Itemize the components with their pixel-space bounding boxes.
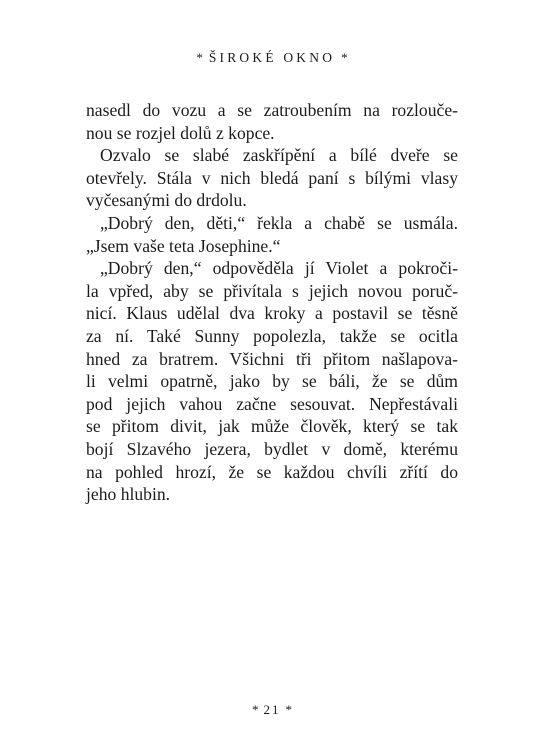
text-line: nicí. Klaus udělal dva kroky a postavil se těsně [86,303,458,324]
asterisk-ornament-icon: * [285,702,292,717]
running-head-title: ŠIROKÉ OKNO [208,50,336,65]
running-head [0,50,544,66]
page-number: 21 [263,702,281,717]
text-line: jeho hlubin. [86,484,171,505]
text-line: nou se rozjel dolů z kopce. [86,122,275,143]
text-line: hned za bratrem. Všichni tři přitom našlapova- [86,348,458,369]
text-line: na pohled hrozí, že se každou chvíli zřítí do [86,461,458,482]
text-line: se přitom divit, jak může člověk, který se tak [86,416,458,437]
text-line: bojí Slzavého jezera, bydlet v domě, kterému [86,438,458,459]
text-line: vyčesanými do drdolu. [86,190,247,211]
asterisk-ornament-icon: * [341,50,348,65]
text-line: pod jejich vahou začne sesouvat. Nepřestávali [86,393,458,414]
body-text [86,99,458,506]
text-line: „Jsem vaše teta Josephine.“ [86,235,281,256]
page-folio [0,702,544,718]
text-line: Ozvalo se slabé zaskřípění a bílé dveře se [100,145,458,166]
asterisk-ornament-icon: * [196,50,203,65]
text-line: „Dobrý den, děti,“ řekla a chabě se usmála. [100,212,458,233]
text-line: otevřely. Stála v nich bledá paní s bílými vlasy [86,167,458,188]
text-line: za ní. Také Sunny popolezla, takže se ocitla [86,325,458,346]
asterisk-ornament-icon: * [252,702,259,717]
text-line: nasedl do vozu a se zatroubením na rozlouče- [86,100,458,120]
text-line: li velmi opatrně, jako by se báli, že se dům [86,371,458,392]
text-line: „Dobrý den,“ odpověděla jí Violet a pokroči- [100,258,458,279]
text-line: la vpřed, aby se přivítala s jejich novou poruč- [86,280,458,301]
